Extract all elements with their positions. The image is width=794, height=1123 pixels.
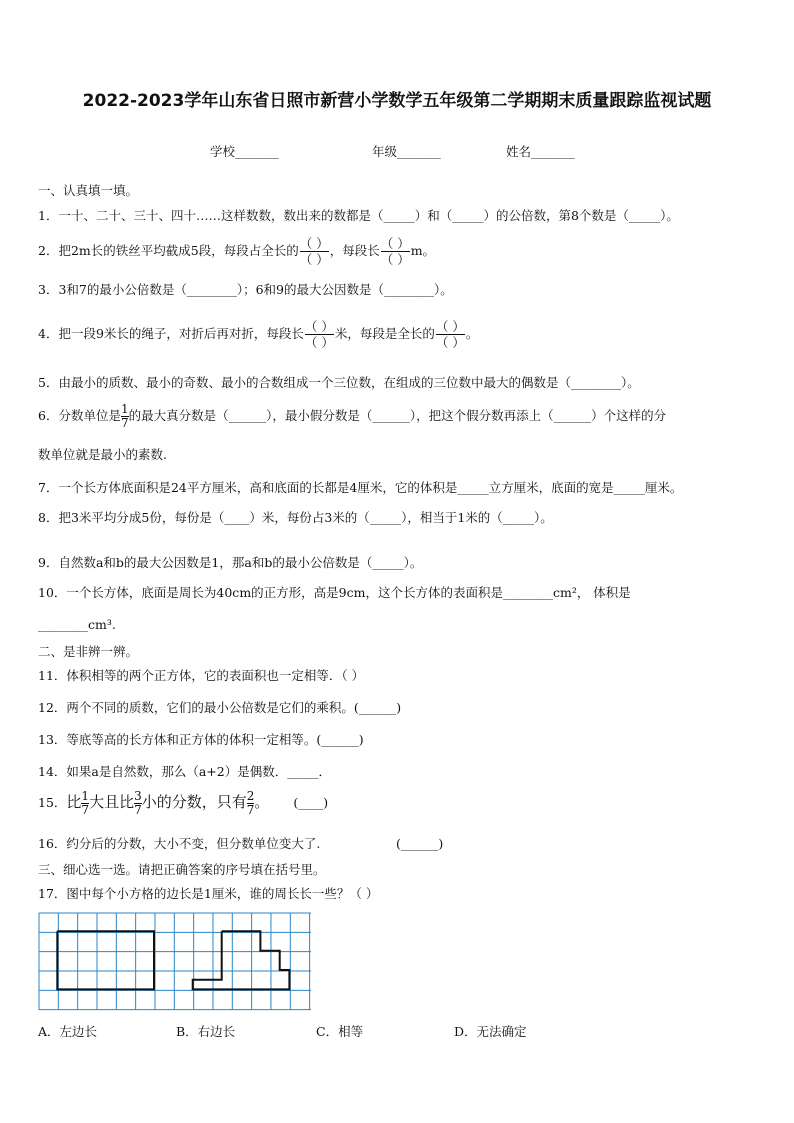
fraction-numerator: （ ）: [435, 319, 465, 334]
left-rectangle-shape: [57, 931, 154, 989]
question-10: 10．一个长方体，底面是周长为40cm的正方形，高是9cm，这个长方体的表面积是________cm²， 体积是: [38, 585, 631, 600]
section-3-heading: 三、细心选一选。请把正确答案的序号填在括号里。: [38, 862, 326, 877]
question-15-fraction-2: [134, 790, 142, 817]
fraction-numerator: （ ）: [304, 319, 334, 334]
option-c[interactable]: C．相等: [316, 1024, 364, 1039]
question-2-text-b: ，每段长: [329, 243, 380, 258]
question-2-text-a: 2．把2m长的铁丝平均截成5段，每段占全长的: [38, 243, 299, 258]
question-3: 3．3和7的最小公倍数是（________）；6和9的最大公因数是（________）。: [38, 282, 453, 297]
perimeter-grid-figure: [38, 912, 313, 1012]
question-14: 14．如果a是自然数，那么（a+2）是偶数．_____．: [38, 764, 331, 779]
question-2-text-c: m。: [410, 243, 436, 258]
fraction-numerator: （ ）: [299, 236, 329, 251]
question-15-text-e: 。: [254, 793, 270, 811]
question-1: 1．一十、二十、三十、四十……这样数数，数出来的数都是（_____）和（_____）的公倍数，第8个数是（_____）。: [38, 208, 679, 223]
question-15: [38, 790, 328, 817]
question-10-continued: ________cm³.: [38, 617, 116, 632]
fraction-numerator: 1: [81, 789, 90, 803]
question-6-text-b: 的最大真分数是（______），最小假分数是（______），把这个假分数再添上（______）个这样的分: [128, 408, 667, 423]
fraction-denominator: 7: [134, 803, 142, 817]
option-b[interactable]: B．右边长: [176, 1024, 236, 1039]
question-15-number: 15．: [38, 795, 67, 810]
fraction-numerator: 2: [246, 789, 255, 803]
question-6: [38, 403, 666, 430]
fraction-denominator: （ ）: [435, 335, 465, 350]
page-title: 2022-2023学年山东省日照市新营小学数学五年级第二学期期末质量跟踪监视试题: [82, 91, 712, 111]
question-2: [38, 236, 435, 267]
fraction-denominator: 7: [81, 803, 90, 817]
question-4-text-b: 米，每段是全长的: [334, 326, 435, 341]
section-1-heading: 一、认真填一填。: [38, 183, 139, 198]
question-8: 8．把3米平均分成5份，每份是（____）米，每份占3米的（_____），相当于1米的（_____）。: [38, 510, 553, 525]
question-12: 12．两个不同的质数，它们的最小公倍数是它们的乘积。(______): [38, 700, 402, 715]
fraction-numerator: 3: [134, 789, 142, 803]
question-16: 16．约分后的分数，大小不变，但分数单位变大了.: [38, 836, 321, 851]
question-6-continued: 数单位就是最小的素数.: [38, 447, 167, 462]
question-4: [38, 319, 478, 350]
question-6-fraction: [121, 403, 129, 430]
option-d[interactable]: D．无法确定: [454, 1024, 527, 1039]
question-2-fraction-1: [300, 236, 329, 267]
section-2-heading: 二、是非辨一辨。: [38, 644, 139, 659]
school-field: 学校_______: [210, 144, 279, 159]
question-11: 11．体积相等的两个正方体，它的表面积也一定相等．（ ）: [38, 668, 365, 683]
question-4-text-a: 4．把一段9米长的绳子，对折后再对折，每段长: [38, 326, 304, 341]
question-15-fraction-1: [81, 790, 89, 817]
fraction-numerator: 1: [120, 402, 129, 416]
grade-field: 年级_______: [372, 144, 441, 159]
question-15-text-c: 大且比: [89, 793, 135, 811]
fraction-denominator: （ ）: [304, 335, 334, 350]
right-staircase-shape: [193, 931, 290, 989]
fraction-numerator: （ ）: [380, 236, 410, 251]
question-2-fraction-2: [381, 236, 410, 267]
option-a[interactable]: A．左边长: [38, 1024, 98, 1039]
question-15-answer: (____): [293, 795, 329, 810]
question-13: 13．等底等高的长方体和正方体的体积一定相等。(______): [38, 732, 364, 747]
name-field: 姓名_______: [506, 144, 575, 159]
question-7: 7．一个长方体底面积是24平方厘米，高和底面的长都是4厘米，它的体积是_____立方厘米，底面的宽是_____厘米。: [38, 480, 683, 495]
question-9: 9．自然数a和b的最大公因数是1，那a和b的最小公倍数是（_____）。: [38, 555, 423, 570]
question-4-fraction-1: [305, 319, 334, 350]
question-4-fraction-2: [436, 319, 465, 350]
question-17: 17．图中每个小方格的边长是1厘米，谁的周长长一些？（ ）: [38, 886, 379, 901]
fraction-denominator: 7: [120, 416, 129, 430]
question-15-text-b: 比: [66, 793, 82, 811]
fraction-denominator: （ ）: [380, 252, 410, 267]
fraction-denominator: （ ）: [299, 252, 329, 267]
question-4-text-c: 。: [465, 326, 479, 341]
fraction-denominator: 7: [246, 803, 255, 817]
question-5: 5．由最小的质数、最小的奇数、最小的合数组成一个三位数，在组成的三位数中最大的偶数是（________）。: [38, 375, 640, 390]
question-16-answer: (______): [396, 836, 444, 851]
question-15-text-d: 小的分数，只有: [141, 793, 247, 811]
grid-lines: [39, 913, 311, 1010]
question-6-text-a: 6．分数单位是: [38, 408, 121, 423]
